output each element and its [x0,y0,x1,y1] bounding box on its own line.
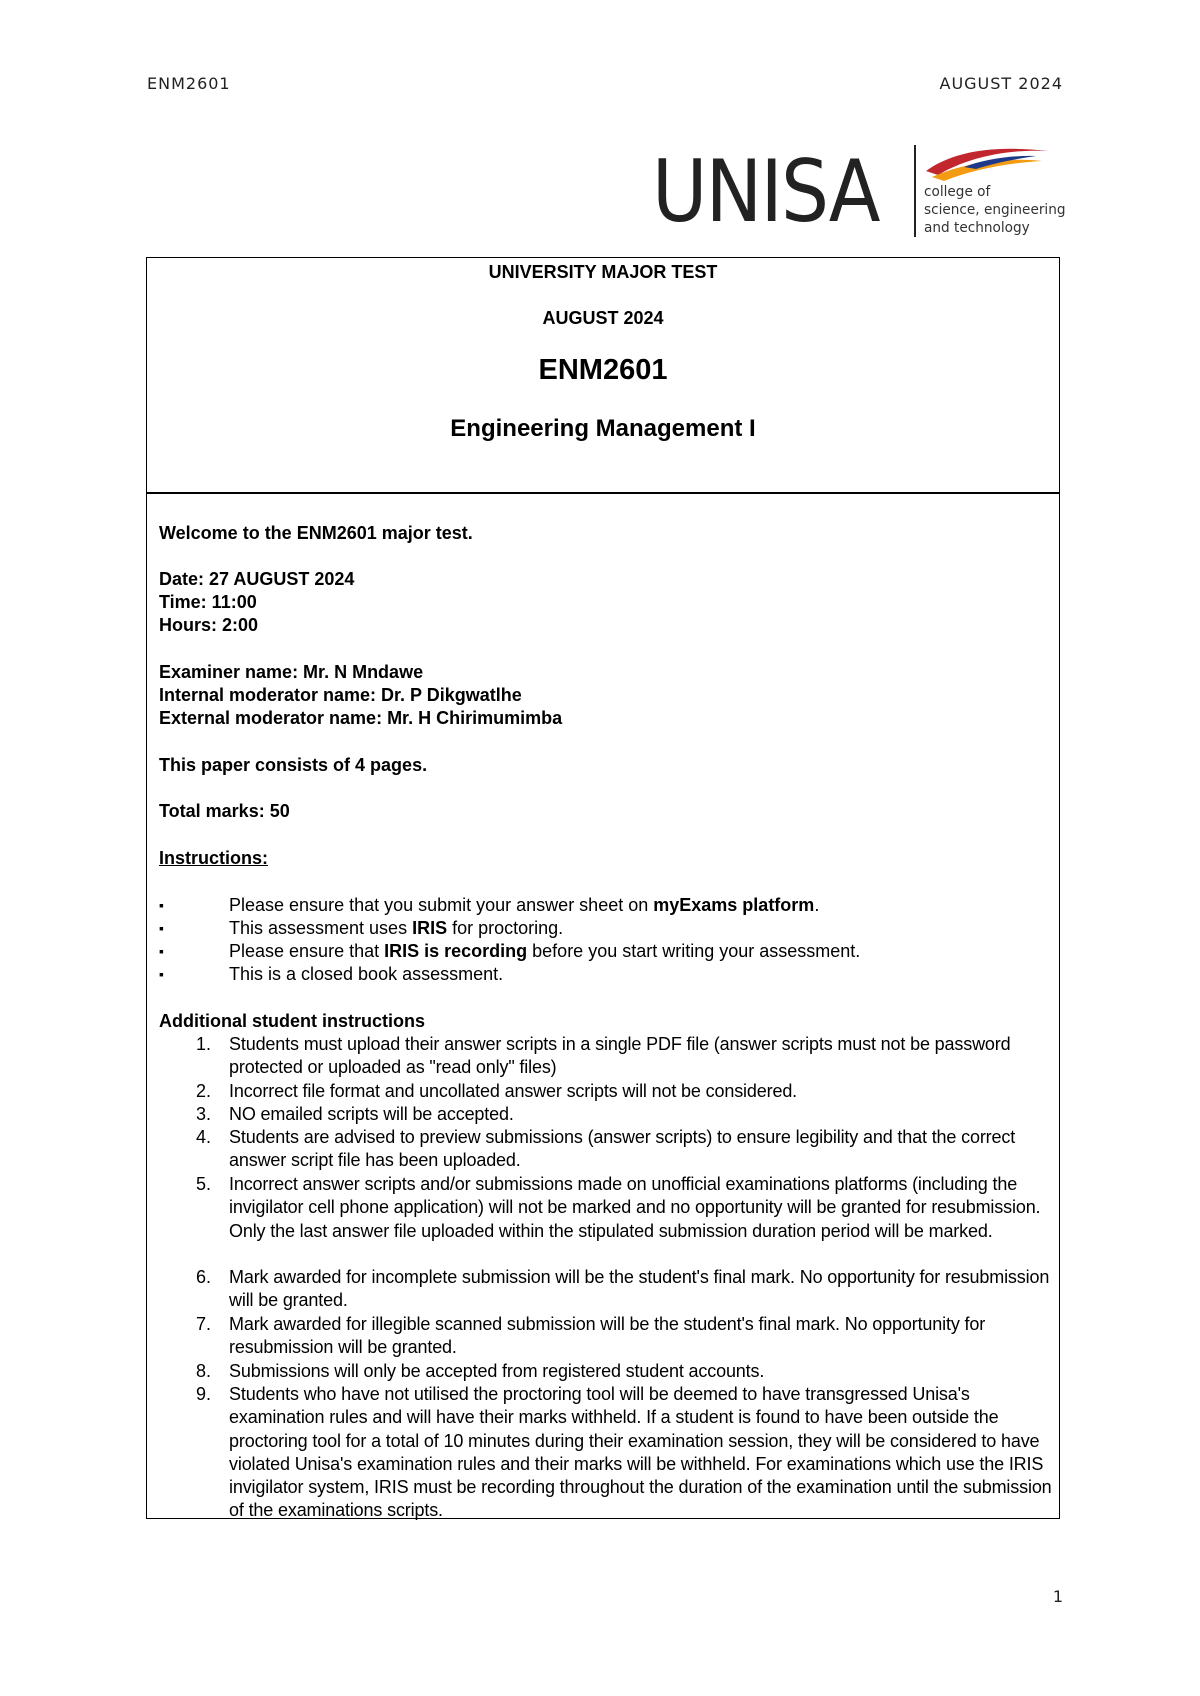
additional-instructions-heading: Additional student instructions [159,1011,425,1031]
bullet-icon: ▪ [159,897,164,913]
page-count: This paper consists of 4 pages. [159,755,428,775]
list-item-number: 3. [195,1104,211,1124]
total-marks: Total marks: 50 [159,801,290,821]
logo-college-line: science, engineering [924,202,1066,218]
instruction-bullet: This assessment uses IRIS for proctoring. [229,918,564,938]
course-code: ENM2601 [538,354,668,386]
list-item: Incorrect file format and uncollated answer scripts will not be considered. [229,1081,798,1101]
exam-hours: Hours: 2:00 [159,615,259,635]
list-item-number: 4. [195,1127,211,1147]
list-item-number: 8. [195,1361,211,1381]
logo-swoosh-icon [924,145,1054,183]
logo-college-name [924,183,1066,237]
list-item: Mark awarded for illegible scanned submission will be the student's final mark. No opportunity for resubmission will be granted. [229,1314,986,1358]
test-month: AUGUST 2024 [542,308,664,328]
exam-time: Time: 11:00 [159,592,257,612]
bullet-icon: ▪ [159,943,164,959]
instructions-heading: Instructions: [159,848,269,868]
course-name: Engineering Management I [450,415,756,442]
list-item: Students who have not utilised the proctoring tool will be deemed to have transgressed Unisa's examination rules and will have their marks withheld. If a student is found to have been outside the proctoring tool for a total of 10 minutes during their examination session, they will be considered to have violated Unisa's examination rules and their marks will be withheld. For examinations which use the IRIS invigilator system, IRIS must be recording throughout the duration of the examination until the submission of the examinations scripts. [229,1384,1052,1521]
external-moderator-name: External moderator name: Mr. H Chirimumimba [159,708,563,728]
instructions-block [146,492,1060,1519]
bullet-icon: ▪ [159,920,164,936]
logo-college-line: college of [924,184,991,200]
list-item: NO emailed scripts will be accepted. [229,1104,514,1124]
logo-college-line: and technology [924,220,1030,236]
test-type-heading: UNIVERSITY MAJOR TEST [488,262,718,282]
list-item-number: 6. [195,1267,211,1287]
bullet-icon: ▪ [159,966,164,982]
examiner-name: Examiner name: Mr. N Mndawe [159,662,424,682]
list-item-number: 1. [195,1034,211,1054]
list-item-number: 9. [195,1384,211,1404]
exam-date: Date: 27 AUGUST 2024 [159,569,355,589]
title-block [146,257,1060,493]
running-header-date: AUGUST 2024 [939,74,1063,93]
list-item-number: 2. [195,1081,211,1101]
list-item: Students must upload their answer scripts in a single PDF file (answer scripts must not be password protected or uploaded as "read only" files) [229,1034,1011,1078]
page-number: 1 [1052,1587,1063,1606]
welcome-text: Welcome to the ENM2601 major test. [159,523,473,543]
list-item: Incorrect answer scripts and/or submissions made on unofficial examinations platforms (including the invigilator cell phone application) will not be marked and no opportunity will be granted for resubmission. Only the last answer file uploaded within the stipulated submission duration period will be marked. [229,1174,1041,1241]
instruction-bullet: This is a closed book assessment. [229,964,504,984]
instruction-bullet: Please ensure that you submit your answer sheet on myExams platform. [229,895,820,915]
list-item: Mark awarded for incomplete submission will be the student's final mark. No opportunity for resubmission will be granted. [229,1267,1050,1311]
list-item-number: 5. [195,1174,211,1194]
list-item: Submissions will only be accepted from registered student accounts. [229,1361,765,1381]
logo-divider [914,145,916,237]
list-item-number: 7. [195,1314,211,1334]
running-header-course-code: ENM2601 [147,74,231,93]
internal-moderator-name: Internal moderator name: Dr. P Dikgwatlhe [159,685,522,705]
instruction-bullet: Please ensure that IRIS is recording before you start writing your assessment. [229,941,861,961]
logo-wordmark: UNISA [652,142,879,242]
unisa-logo [652,142,1066,242]
list-item: Students are advised to preview submissions (answer scripts) to ensure legibility and that the correct answer script file has been uploaded. [229,1127,1016,1171]
